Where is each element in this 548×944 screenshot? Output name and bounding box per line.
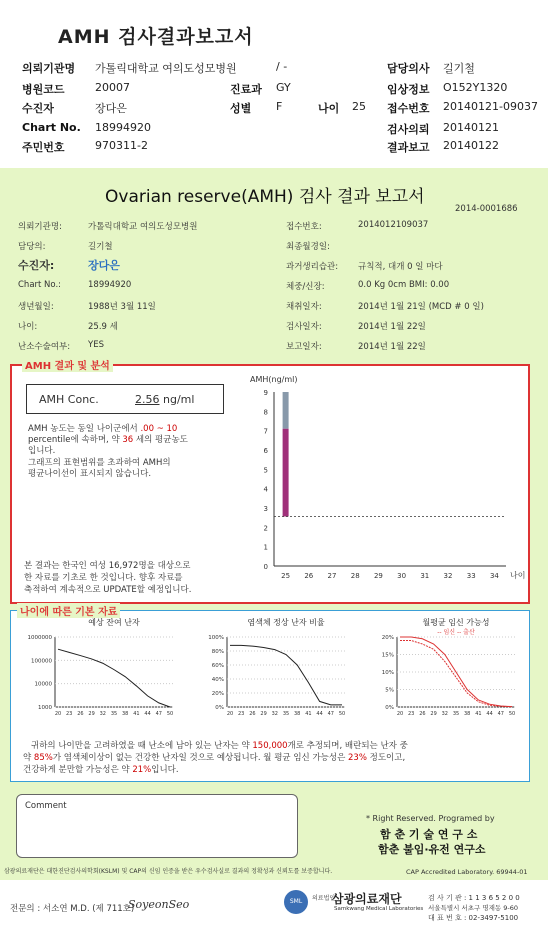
amh-ytick: 8	[263, 408, 268, 417]
org-prefix: 의료법인	[312, 895, 336, 902]
value-result-report: 20140122	[443, 139, 499, 152]
baseline-data-section	[10, 607, 530, 782]
amh-xtick: 30	[397, 572, 407, 580]
contact-line1: 검 사 기 관 : 1 1 3 6 5 2 0 0	[428, 894, 520, 902]
c1-xtick: 50	[166, 711, 174, 717]
right-label-3: 체중/신장:	[286, 282, 325, 292]
c3-xtick: 44	[486, 711, 493, 717]
interp1b: .00 ~ 10	[140, 424, 178, 434]
page-title: AMH 검사결과보고서	[58, 26, 254, 48]
c1-xtick: 35	[110, 711, 118, 717]
c2-xtick: 23	[238, 711, 245, 717]
c1-xtick: 38	[122, 711, 129, 717]
signature: SoyeonSeo	[128, 898, 190, 911]
right-value-3: 0.0 Kg 0cm BMI: 0.00	[358, 280, 450, 290]
left-label-6: 난소수술여부:	[18, 342, 71, 352]
amh-result-section	[10, 361, 530, 604]
label-result-report: 결과보고	[387, 141, 430, 154]
c2-title: 염색체 정상 난자 비율	[247, 618, 325, 627]
summary2d: 23%	[348, 753, 367, 763]
c3-ytick: 5%	[385, 687, 394, 694]
comment-label: Comment	[25, 801, 67, 811]
institute-name-1: 함 춘 기 술 연 구 소	[380, 828, 478, 841]
label-patient: 수진자	[22, 102, 54, 115]
c2-xtick: 35	[282, 711, 290, 717]
c3-xtick: 20	[396, 711, 404, 717]
right-label-4: 채취일자:	[286, 302, 322, 312]
normal-chromosome-chart	[187, 615, 355, 727]
label-sex: 성별	[230, 102, 252, 115]
baseline-section-title: 나이에 따른 기본 자료	[17, 603, 120, 618]
value-institution: 가톨릭대학교 여의도성모병원	[95, 62, 237, 75]
amh-xtick: 26	[304, 572, 314, 580]
c1-xtick: 41	[133, 711, 140, 717]
c2-ytick: 100%	[208, 635, 224, 641]
rights-reserved: * Right Reserved. Programed by	[366, 814, 495, 823]
value-doctor: 길기철	[443, 62, 475, 75]
summary2c: 가 염색체이상이 없는 건강한 난자일 것으로 예상됩니다. 월 평균 임신 가능성은	[52, 753, 346, 763]
value-sex: F	[276, 100, 283, 113]
comment-box	[16, 794, 298, 858]
interp2b: 36	[122, 435, 134, 445]
interp-line3: 입니다.	[28, 446, 56, 456]
amh-xtick: 25	[281, 572, 291, 580]
interp2c: 세의 평균농도	[135, 435, 188, 445]
org-english: Samkwang Medical Laboratories	[334, 906, 424, 912]
c3-xtick: 47	[497, 711, 504, 717]
value-chart-no: 18994920	[95, 121, 151, 134]
right-value-5: 2014년 1월 22일	[358, 322, 426, 332]
c1-series-0	[58, 649, 170, 707]
amh-ytick: 1	[263, 543, 268, 552]
right-value-0: 2014012109037	[358, 220, 429, 230]
certification-text: 삼광의료재단은 대한진단검사의학회(KSLM) 및 CAP의 신임 인증을 받은 우수검사실로 결과의 정확성과 신뢰도를 보증합니다.	[4, 868, 333, 875]
amh-ytick: 6	[263, 447, 268, 455]
c1-ytick: 10000	[34, 681, 52, 688]
c3-xtick: 41	[475, 711, 482, 717]
c2-ytick: 0%	[215, 705, 224, 711]
amh-xtick: 33	[466, 572, 476, 580]
c3-xtick: 35	[452, 711, 460, 717]
amh-range-bar	[283, 392, 289, 429]
org-name: 삼광의료재단	[332, 892, 402, 906]
amh-ytick: 0	[263, 563, 268, 571]
report-title: Ovarian reserve(AMH) 검사 결과 보고서	[105, 187, 425, 207]
value-resident-no: 970311-2	[95, 139, 148, 152]
summary-line3	[23, 763, 179, 775]
amh-xtick: 28	[350, 572, 360, 580]
left-value-4: 1988년 3월 11일	[88, 302, 156, 312]
c2-ytick: 20%	[211, 691, 224, 697]
interp-line5: 평균나이선이 표시되지 않습니다.	[28, 469, 152, 479]
c1-ytick: 1000	[38, 705, 52, 711]
c3-xtick: 23	[408, 711, 415, 717]
value-dept-blank: / -	[276, 60, 288, 73]
c3-ytick: 10%	[381, 670, 394, 676]
summary1c: 개로 추정되며, 배란되는 난자 중	[287, 741, 408, 751]
amh-xtick: 27	[327, 572, 337, 580]
left-value-2: 장다은	[88, 259, 120, 272]
left-value-5: 25.9 세	[88, 322, 118, 332]
c3-title: 월평균 임신 가능성	[422, 618, 490, 627]
value-department: GY	[276, 81, 291, 94]
amh-xlabel: 나이	[510, 571, 526, 580]
c2-xtick: 41	[305, 711, 312, 717]
amh-ytick: 4	[263, 485, 268, 494]
institute-name-2: 함춘 불임·유전 연구소	[378, 843, 486, 856]
c3-ytick: 0%	[385, 705, 394, 711]
amh-conc-box	[26, 384, 224, 414]
c1-xtick: 29	[88, 711, 95, 717]
left-value-6: YES	[88, 340, 104, 350]
contact-line2: 서울특별시 서초구 명재동 9-60	[428, 904, 519, 912]
right-label-5: 검사일자:	[286, 322, 322, 332]
document-number: 2014-0001686	[455, 204, 518, 214]
c2-xtick: 38	[294, 711, 301, 717]
amh-ytick: 5	[263, 466, 268, 475]
left-value-3: 18994920	[88, 280, 132, 290]
summary3b: 21%	[132, 765, 152, 775]
c2-xtick: 20	[226, 711, 234, 717]
left-label-2: 수진자:	[18, 259, 55, 272]
label-test-request: 검사의뢰	[387, 123, 430, 136]
c2-xtick: 26	[249, 711, 256, 717]
value-receipt-no: 20140121-09037	[443, 100, 538, 113]
amh-bar-25	[283, 429, 289, 517]
c3-xtick: 38	[464, 711, 471, 717]
amh-ylabel: AMH(ng/ml)	[250, 375, 298, 384]
summary-line1	[31, 739, 408, 751]
left-label-3: Chart No.:	[18, 280, 62, 290]
label-resident-no: 주민번호	[22, 141, 65, 154]
summary1b: 150,000	[252, 741, 288, 751]
value-patient: 장다은	[95, 102, 127, 115]
value-clinical-info: O152Y1320	[443, 81, 508, 94]
value-test-request: 20140121	[443, 121, 499, 134]
c1-xtick: 23	[66, 711, 73, 717]
summary-line2	[23, 751, 405, 763]
c2-xtick: 29	[260, 711, 267, 717]
pregnancy-chance-chart	[357, 615, 525, 727]
c3-series-0	[400, 637, 512, 707]
interp1a: AMH 농도는 동일 나이군에서	[28, 424, 138, 434]
right-label-2: 과거생리습관:	[286, 262, 339, 272]
amh-xtick: 31	[420, 572, 430, 580]
c2-xtick: 32	[271, 711, 278, 717]
amh-ytick: 9	[263, 389, 268, 397]
c3-ytick: 20%	[381, 635, 394, 641]
c2-ytick: 80%	[211, 649, 224, 655]
c3-series-1	[400, 641, 512, 707]
right-value-4: 2014년 1월 21일 (MCD # 0 일)	[358, 302, 484, 312]
amh-ytick: 2	[263, 524, 268, 533]
summary2a: 약	[23, 753, 32, 763]
lab-logo-icon: SML	[284, 890, 308, 914]
c1-xtick: 44	[144, 711, 151, 717]
label-department: 진료과	[230, 83, 262, 96]
label-hospital-code: 병원코드	[22, 83, 65, 96]
c1-ytick: 1000000	[27, 635, 52, 641]
label-doctor: 담당의사	[387, 62, 430, 75]
interp2a: percentile에 속하며, 약	[28, 435, 120, 445]
note-line3: 축적하여 계속적으로 UPDATE할 예정입니다.	[24, 585, 192, 595]
c2-xtick: 50	[338, 711, 346, 717]
c1-xtick: 26	[77, 711, 84, 717]
right-label-6: 보고일자:	[286, 342, 322, 352]
summary2b: 85%	[33, 753, 53, 763]
c3-legend: -- 임신 -- 출산	[437, 629, 475, 636]
summary1a: 귀하의 나이만을 고려하였을 때 난소에 남아 있는 난자는 약	[31, 741, 250, 751]
left-value-1: 길기철	[88, 242, 113, 252]
amh-ytick: 3	[263, 505, 268, 513]
c2-series-0	[230, 645, 342, 705]
c2-ytick: 60%	[211, 663, 224, 669]
c3-xtick: 32	[441, 711, 448, 717]
left-label-4: 생년월일:	[18, 302, 54, 312]
left-value-0: 가톨릭대학교 여의도성모병원	[88, 222, 198, 232]
amh-ytick: 7	[263, 427, 268, 436]
amh-chart	[236, 370, 528, 602]
cap-accreditation: CAP Accredited Laboratory. 69944-01	[406, 868, 528, 876]
c3-xtick: 29	[430, 711, 437, 717]
c2-xtick: 44	[316, 711, 323, 717]
amh-conc-label: AMH Conc.	[39, 393, 99, 406]
amh-conc-value: 2.56	[135, 393, 160, 406]
label-receipt-no: 접수번호	[387, 102, 430, 115]
note-line1: 본 결과는 한국인 여성 16,972명을 대상으로	[24, 561, 191, 571]
c1-title: 예상 잔여 난자	[88, 618, 140, 627]
right-value-6: 2014년 1월 22일	[358, 342, 426, 352]
right-label-1: 최종월경일:	[286, 242, 330, 252]
doctor-name: 전문의 : 서소연 M.D. (제 711호)	[10, 904, 135, 914]
note-line2: 한 자료를 기초로 한 것입니다. 향후 자료를	[24, 573, 183, 583]
c1-ytick: 100000	[31, 658, 52, 665]
summary3c: 입니다.	[151, 765, 179, 775]
value-age: 25	[352, 100, 366, 113]
summary3a: 건강하게 분만할 가능성은 약	[23, 765, 130, 775]
interp-line4: 그래프의 표현범위를 초과하여 AMH의	[28, 458, 171, 468]
right-label-0: 접수번호:	[286, 222, 322, 232]
label-institution: 의뢰기관명	[22, 62, 76, 75]
right-value-2: 규칙적, 대개 0 일 마다	[358, 262, 443, 272]
c2-ytick: 40%	[211, 677, 224, 683]
c1-xtick: 32	[99, 711, 106, 717]
report-form	[0, 168, 548, 880]
remaining-eggs-chart	[15, 615, 183, 727]
amh-unit: ng/ml	[163, 393, 195, 406]
left-label-1: 담당의:	[18, 242, 46, 252]
value-hospital-code: 20007	[95, 81, 130, 94]
amh-xtick: 32	[443, 572, 453, 580]
amh-xtick: 29	[373, 572, 383, 580]
c3-xtick: 26	[419, 711, 426, 717]
label-clinical-info: 임상정보	[387, 83, 430, 96]
contact-line3: 대 표 번 호 : 02-3497-5100	[428, 914, 519, 922]
c2-xtick: 47	[327, 711, 334, 717]
c1-xtick: 47	[155, 711, 162, 717]
left-label-0: 의뢰기관명:	[18, 222, 62, 232]
amh-section-title: AMH 결과 및 분석	[22, 357, 113, 372]
label-chart-no: Chart No.	[22, 121, 81, 134]
summary2e: 정도이고,	[369, 753, 406, 763]
label-age: 나이	[318, 102, 340, 115]
amh-xtick: 34	[489, 572, 499, 580]
c3-ytick: 15%	[381, 652, 394, 659]
c3-xtick: 50	[508, 711, 516, 717]
left-label-5: 나이:	[18, 322, 38, 332]
c1-xtick: 20	[54, 711, 62, 717]
